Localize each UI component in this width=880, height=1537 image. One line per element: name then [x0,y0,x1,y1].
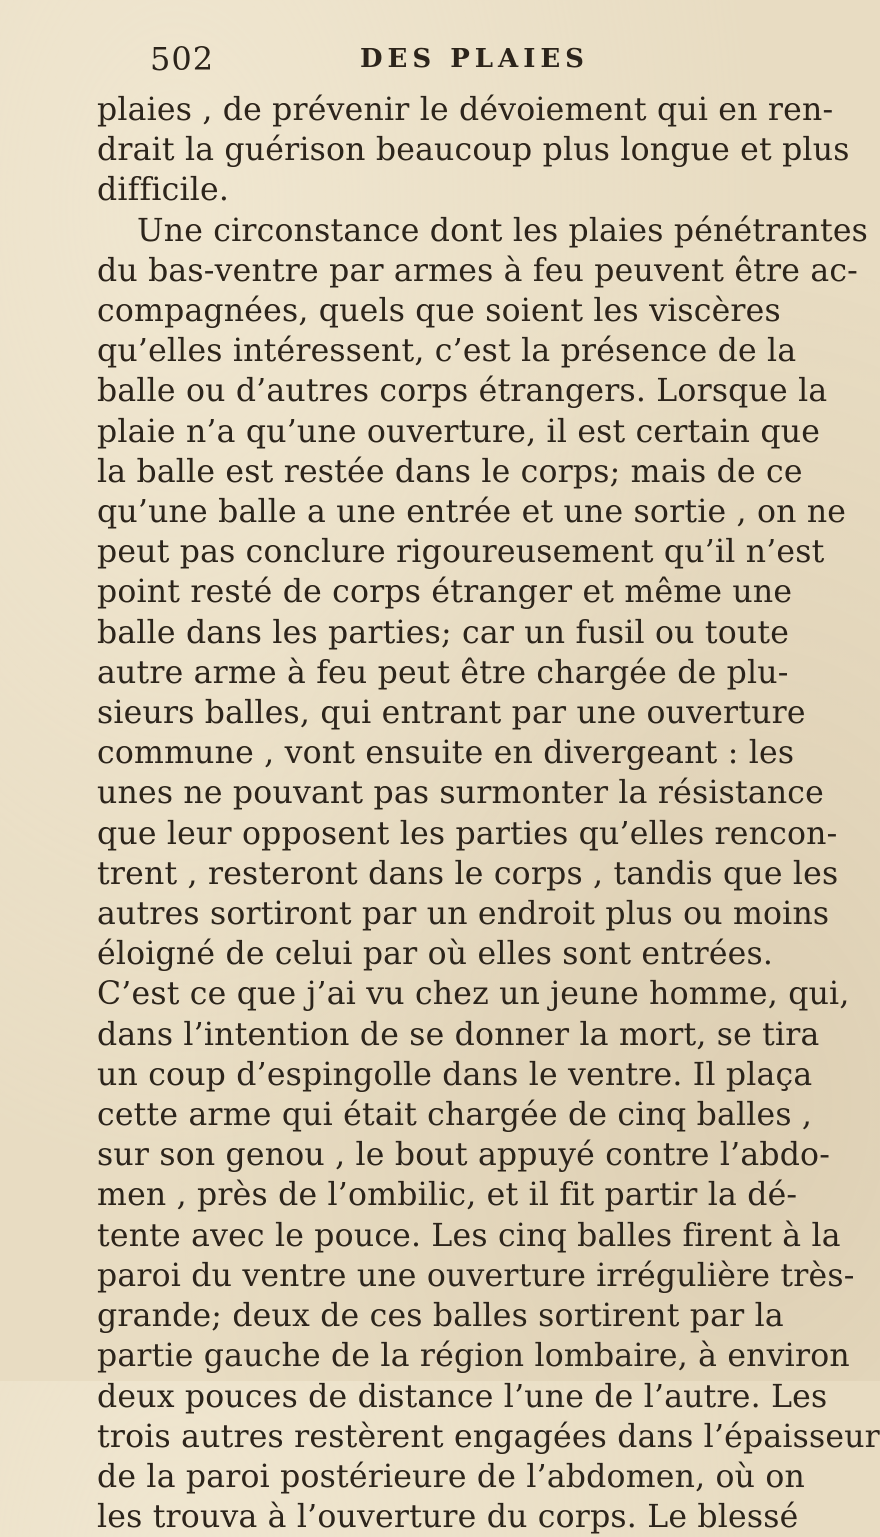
text-line: point resté de corps étranger et même une [97,574,793,611]
text-line: dans l’intention de se donner la mort, se tira [97,1016,820,1053]
running-head [150,40,620,80]
text-line: deux pouces de distance l’une de l’autre. Les [97,1378,828,1415]
text-line: peut pas conclure rigoureusement qu’il n’est [97,534,825,571]
text-line: la balle est restée dans le corps; mais de ce [97,453,803,490]
text-line: autres sortiront par un endroit plus ou moins [97,896,830,933]
text-line: du bas-ventre par armes à feu peuvent être ac- [97,252,859,289]
text-line: unes ne pouvant pas surmonter la résistance [97,775,824,812]
text-line: Une circonstance dont les plaies pénétrantes [137,212,869,249]
text-line: compagnées, quels que soient les viscères [97,293,781,330]
text-line: qu’une balle a une entrée et une sortie , on ne [97,494,847,531]
text-line: drait la guérison beaucoup plus longue et plus [97,132,850,169]
running-title: DES PLAIES [360,44,589,74]
text-line: balle dans les parties; car un fusil ou toute [97,614,790,651]
text-line: éloigné de celui par où elles sont entrées. [97,936,774,973]
text-line: plaies , de prévenir le dévoiement qui en ren- [97,92,834,128]
text-line: men , près de l’ombilic, et il fit partir la dé- [97,1177,798,1214]
text-line: plaie n’a qu’une ouverture, il est certain que [97,413,821,450]
text-line: cette arme qui était chargée de cinq balles , [97,1097,813,1134]
text-line: trois autres restèrent engagées dans l’épaisseur [97,1418,880,1455]
text-line: sieurs balles, qui entrant par une ouverture [97,695,806,732]
text-line: grande; deux de ces balles sortirent par la [97,1298,784,1335]
text-line: paroi du ventre une ouverture irrégulière très- [97,1257,855,1294]
page-number: 502 [150,40,215,78]
text-line: les trouva à l’ouverture du corps. Le blessé [97,1499,799,1536]
text-line: C’est ce que j’ai vu chez un jeune homme, qui, [97,976,850,1013]
text-line: tente avec le pouce. Les cinq balles firent à la [97,1217,841,1254]
text-line: partie gauche de la région lombaire, à environ [97,1338,850,1375]
text-line: sur son genou , le bout appuyé contre l’abdo- [97,1137,831,1174]
text-line: difficile. [97,172,230,209]
text-line: un coup d’espingolle dans le ventre. Il plaça [97,1056,813,1093]
text-line: qu’elles intéressent, c’est la présence de la [97,333,797,370]
text-line: autre arme à feu peut être chargée de plu- [97,654,789,691]
text-line: trent , resteront dans le corps , tandis que les [97,855,839,892]
text-line: de la paroi postérieure de l’abdomen, où on [97,1458,806,1495]
text-line: commune , vont ensuite en divergeant : les [97,735,795,772]
body-text [97,90,880,1537]
text-line: balle ou d’autres corps étrangers. Lorsque la [97,373,828,410]
text-line: que leur opposent les parties qu’elles rencon- [97,815,838,852]
